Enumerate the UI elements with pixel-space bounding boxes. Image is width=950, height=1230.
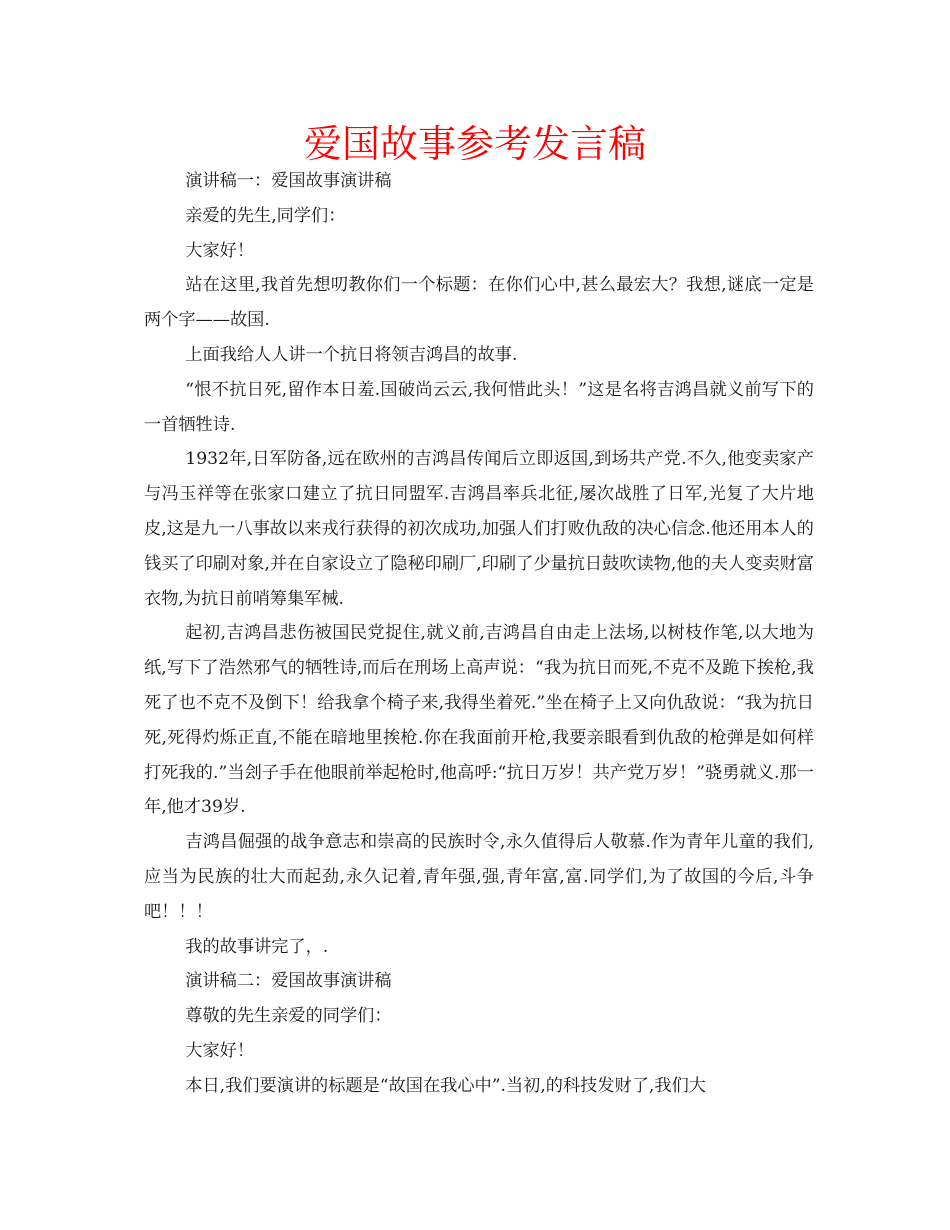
document-title: 爱国故事参考发言稿: [303, 122, 646, 166]
paragraph: 起初,吉鸿昌悲伤被国民党捉住,就义前,吉鸿昌自由走上法场,以树枝作笔,以大地为纸,写下了浩然邪气的牺牲诗,而后在刑场上高声说：“我为抗日而死,不克不及跪下挨枪,我死了也不克不及倒下！给我拿个椅子来,我得坐着死.”坐在椅子上又向仇敌说：“我为抗日死,死得灼烁正直,不能在暗地里挨枪.你在我面前开枪,我要亲眼看到仇敌的枪弹是如何样打死我的.”当刽子手在他眼前举起枪时,他高呼:“抗日万岁！共产党万岁！”骁勇就义.那一年,他才39岁.: [144, 623, 814, 818]
paragraph: “恨不抗日死,留作本日羞.国破尚云云,我何惜此头！”这是名将吉鸿昌就义前写下的一首牺牲诗.: [144, 379, 814, 435]
paragraph: 大家好！: [185, 1040, 255, 1061]
paragraph: 大家好！: [185, 240, 255, 261]
paragraph: 演讲稿一：爱国故事演讲稿: [185, 171, 392, 191]
paragraph: 尊敬的先生亲爱的同学们：: [185, 1006, 392, 1027]
paragraph: 1932年,日军防备,远在欧州的吉鸿昌传闻后立即返国,到场共产党.不久,他变卖家产与冯玉祥等在张家口建立了抗日同盟军.吉鸿昌率兵北征,屡次战胜了日军,光复了大片地皮,这是九一八事故以来戎行获得的初次成功,加强人们打败仇敌的决心信念.他还用本人的钱买了印刷对象,并在自家设立了隐秘印刷厂,印刷了少量抗日鼓吹读物,他的夫人变卖财富衣物,为抗日前哨筹集军械.: [144, 449, 814, 609]
paragraph: 站在这里,我首先想叨教你们一个标题：在你们心中,甚么最宏大？我想,谜底一定是两个字——故国.: [144, 275, 814, 331]
paragraph: 本日,我们要演讲的标题是“故国在我心中”.当初,的科技发财了,我们大: [185, 1075, 706, 1096]
paragraph: 亲爱的先生,同学们：: [185, 205, 346, 226]
paragraph: 吉鸿昌倔强的战争意志和崇高的民族时令,永久值得后人敬慕.作为青年儿童的我们,应当为民族的壮大而起劲,永久记着,青年强,强,青年富,富.同学们,为了故国的今后,斗争吧！！！: [144, 832, 814, 922]
paragraph: 我的故事讲完了，.: [185, 936, 329, 957]
document-body: [144, 164, 814, 1104]
paragraph: 上面我给人人讲一个抗日将领吉鸿昌的故事.: [185, 344, 518, 365]
paragraph: 演讲稿二：爱国故事演讲稿: [185, 971, 392, 992]
